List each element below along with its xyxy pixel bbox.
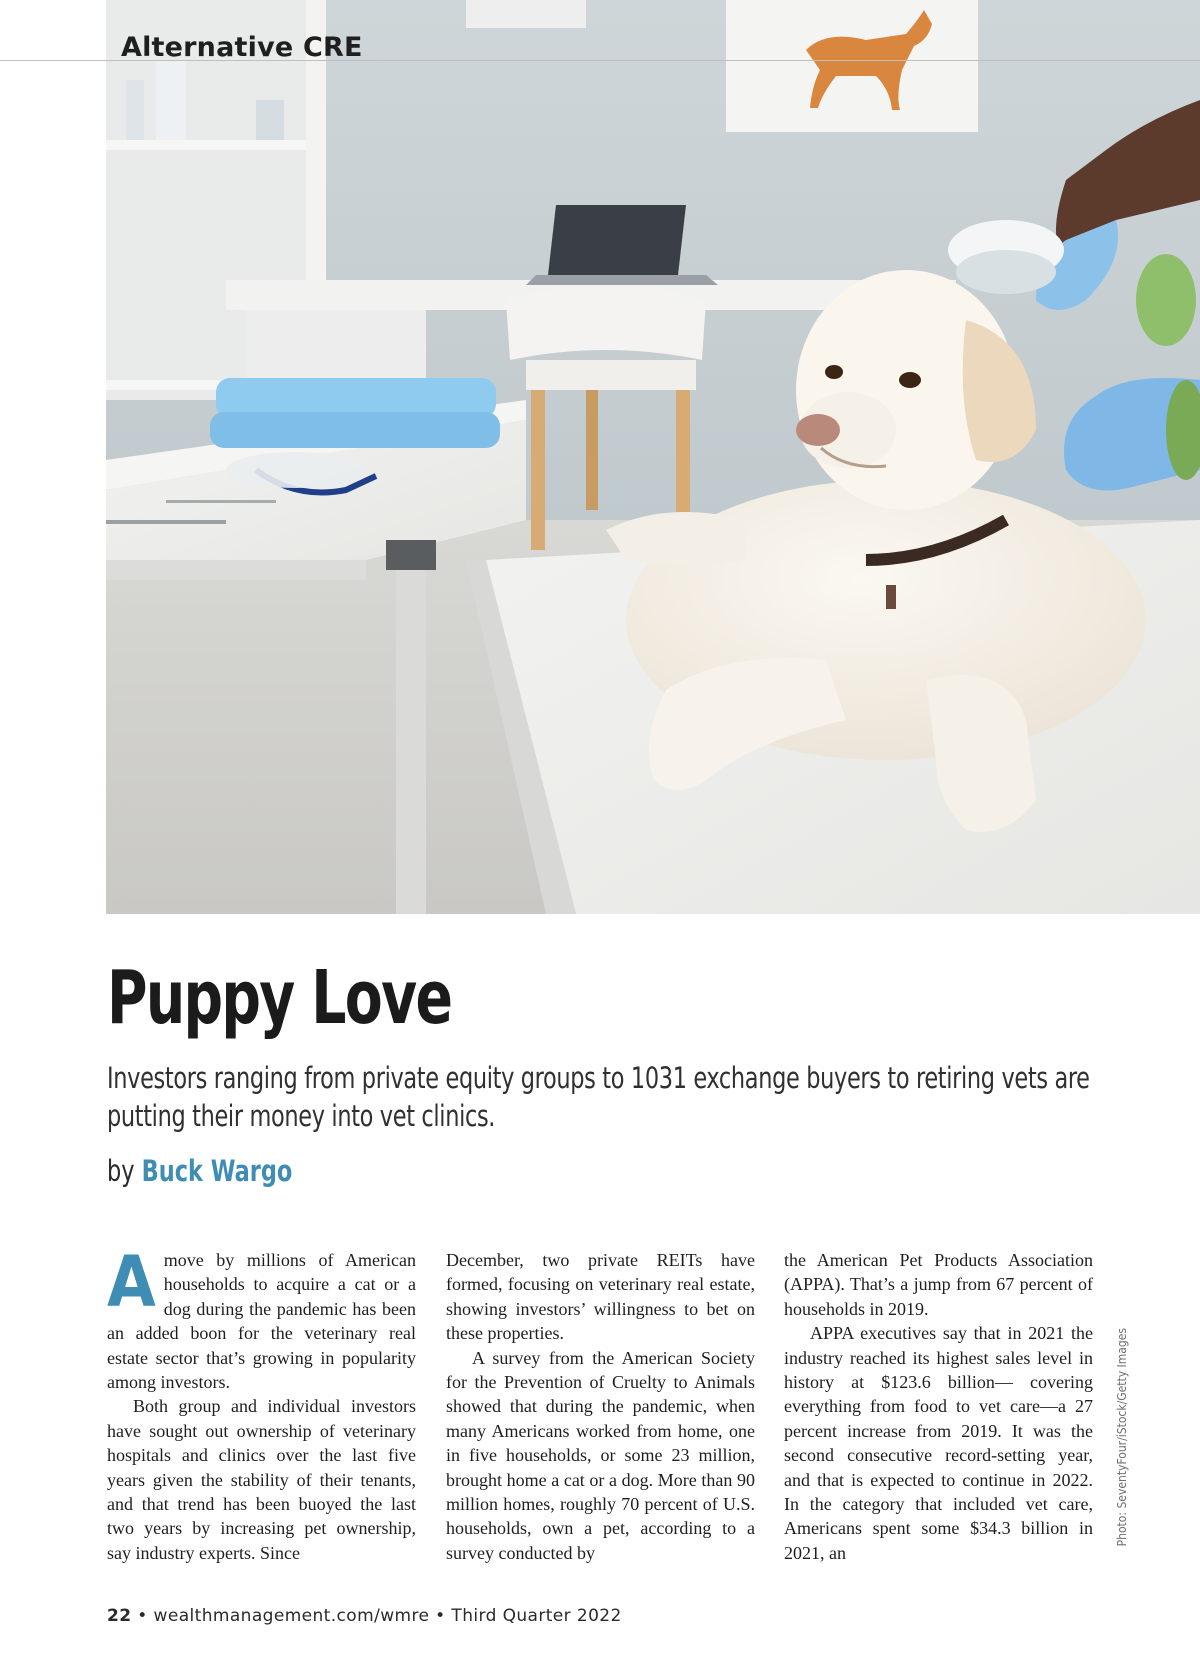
article-dek: Investors ranging from private equity groups to 1031 exchange buyers to retiring vets are putting their money into vet clinics. (107, 1061, 1090, 1133)
body-column-1 (107, 1241, 416, 1565)
article-headline: Puppy Love (107, 955, 452, 1041)
byline-prefix: by (107, 1154, 135, 1188)
photo-credit: Photo: SeventyFour/iStock/Getty Images (1115, 1328, 1129, 1547)
paragraph: APPA executives say that in 2021 the industry reached its highest sales level in history at $123.6 billion— covering everything from food to vet care—a 27 percent increase from 2019. It was the second consecutive record-setting year, and that is expected to continue in 2022. In the category that included vet care, Americans spent some $34.3 billion in 2021, an (784, 1323, 1093, 1563)
byline (107, 1154, 292, 1188)
paragraph: Both group and individual investors have sought out ownership of veterinary hospitals and clinics over the last five years given the stability of their tenants, and that trend has been buoyed the last two years by increasing pet ownership, say industry experts. Since (107, 1396, 416, 1563)
paragraph: December, two private REITs have formed, focusing on veterinary real estate, showing investors’ willingness to bet on these properties. (446, 1250, 755, 1344)
footer-separator: • (435, 1606, 446, 1626)
paragraph: A survey from the American Society for the Prevention of Cruelty to Animals showed that during the pandemic, when many Americans worked from home, one in five households, or some 23 million, brought home a cat or a dog. More than 90 million homes, roughly 70 percent of U.S. households, own a pet, according to a survey conducted by (446, 1347, 755, 1563)
page-number: 22 (107, 1606, 132, 1626)
paragraph (107, 1241, 416, 1394)
hero-photo (106, 0, 1200, 914)
footer-site-link[interactable]: wealthmanagement.com/wmre (153, 1606, 430, 1626)
author-name: Buck Wargo (141, 1154, 293, 1188)
page-footer (107, 1606, 622, 1626)
body-column-2 (446, 1248, 755, 1565)
body-column-3 (784, 1248, 1093, 1565)
paragraph: the American Pet Products Association (APPA). That’s a jump from 67 percent of households in 2019. (784, 1250, 1093, 1319)
drop-cap: A (107, 1241, 156, 1323)
paragraph-text: move by millions of American households to acquire a cat or a dog during the pandemic has been an added boon for the veterinary real estate sector that’s growing in popularity among investors. (107, 1250, 416, 1393)
footer-separator: • (137, 1606, 148, 1626)
footer-issue: Third Quarter 2022 (451, 1606, 622, 1626)
section-label: Alternative CRE (121, 32, 363, 63)
